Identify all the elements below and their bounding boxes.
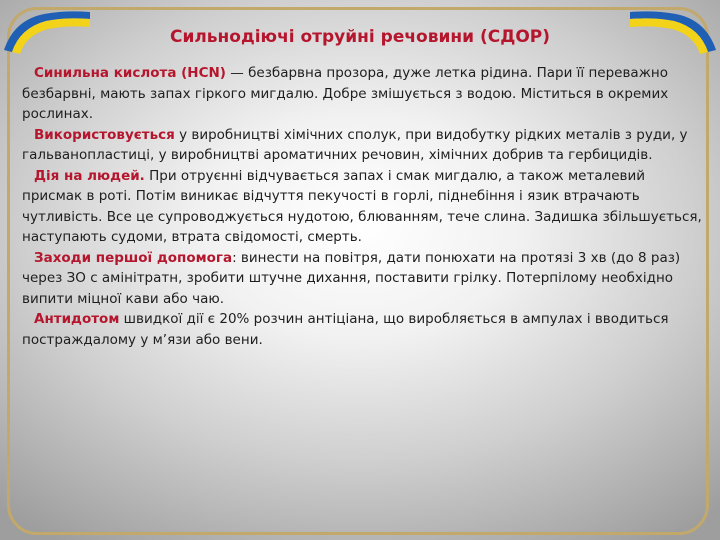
paragraph-hcn	[22, 63, 704, 125]
text-usage: у виробництві хімічних сполук, при видобутку рідких металів з руди, у гальванопластиці, у виробництві ароматичних речовин, хімічних добрив та гербицидів.	[22, 126, 688, 163]
keyword-effects: Дія на людей.	[34, 167, 145, 184]
text-antidote: швидкої дії є 20% розчин антіціана, що виробляється в ампулах і вводиться постраждалому у м’язи або вени.	[22, 311, 669, 348]
paragraph-first-aid	[22, 248, 704, 310]
text-first-aid: : винести на повітря, дати понюхати на протязі 3 хв (до 8 раз) через ЗО с амінітратн, зробити штучне дихання, поставити грілку. Потерпілому необхідно випити міцної кави або чаю.	[22, 249, 681, 307]
slide-title: Сильнодіючі отруйні речовини (СДОР)	[169, 27, 551, 47]
text-hcn: — безбарвна прозора, дуже летка рідина. Пари її переважно безбарвні, мають запах гіркого мигдалю. Добре змішується з водою. Міститься в окремих рослинах.	[22, 65, 669, 122]
keyword-usage: Використовується	[34, 126, 175, 143]
text-effects: При отруєнні відчувається запах і смак мигдалю, а також металевий присмак в роті. Потім виникає відчуття пекучості в горлі, піднебіння і язик втрачають чутливість. Все це супроводжується нудотою, блюванням, тече слина. Задишка збільшується, наступають судоми, втрата свідомості, смерть.	[22, 167, 702, 245]
paragraph-usage	[22, 125, 704, 166]
keyword-antidote: Антидотом	[34, 311, 120, 327]
keyword-first-aid: Заходи першої допомога	[34, 249, 233, 266]
paragraph-effects	[22, 166, 704, 248]
paragraph-antidote	[22, 309, 704, 350]
keyword-hcn: Синильна кислота (HCN)	[34, 65, 226, 81]
slide-body	[22, 63, 704, 350]
